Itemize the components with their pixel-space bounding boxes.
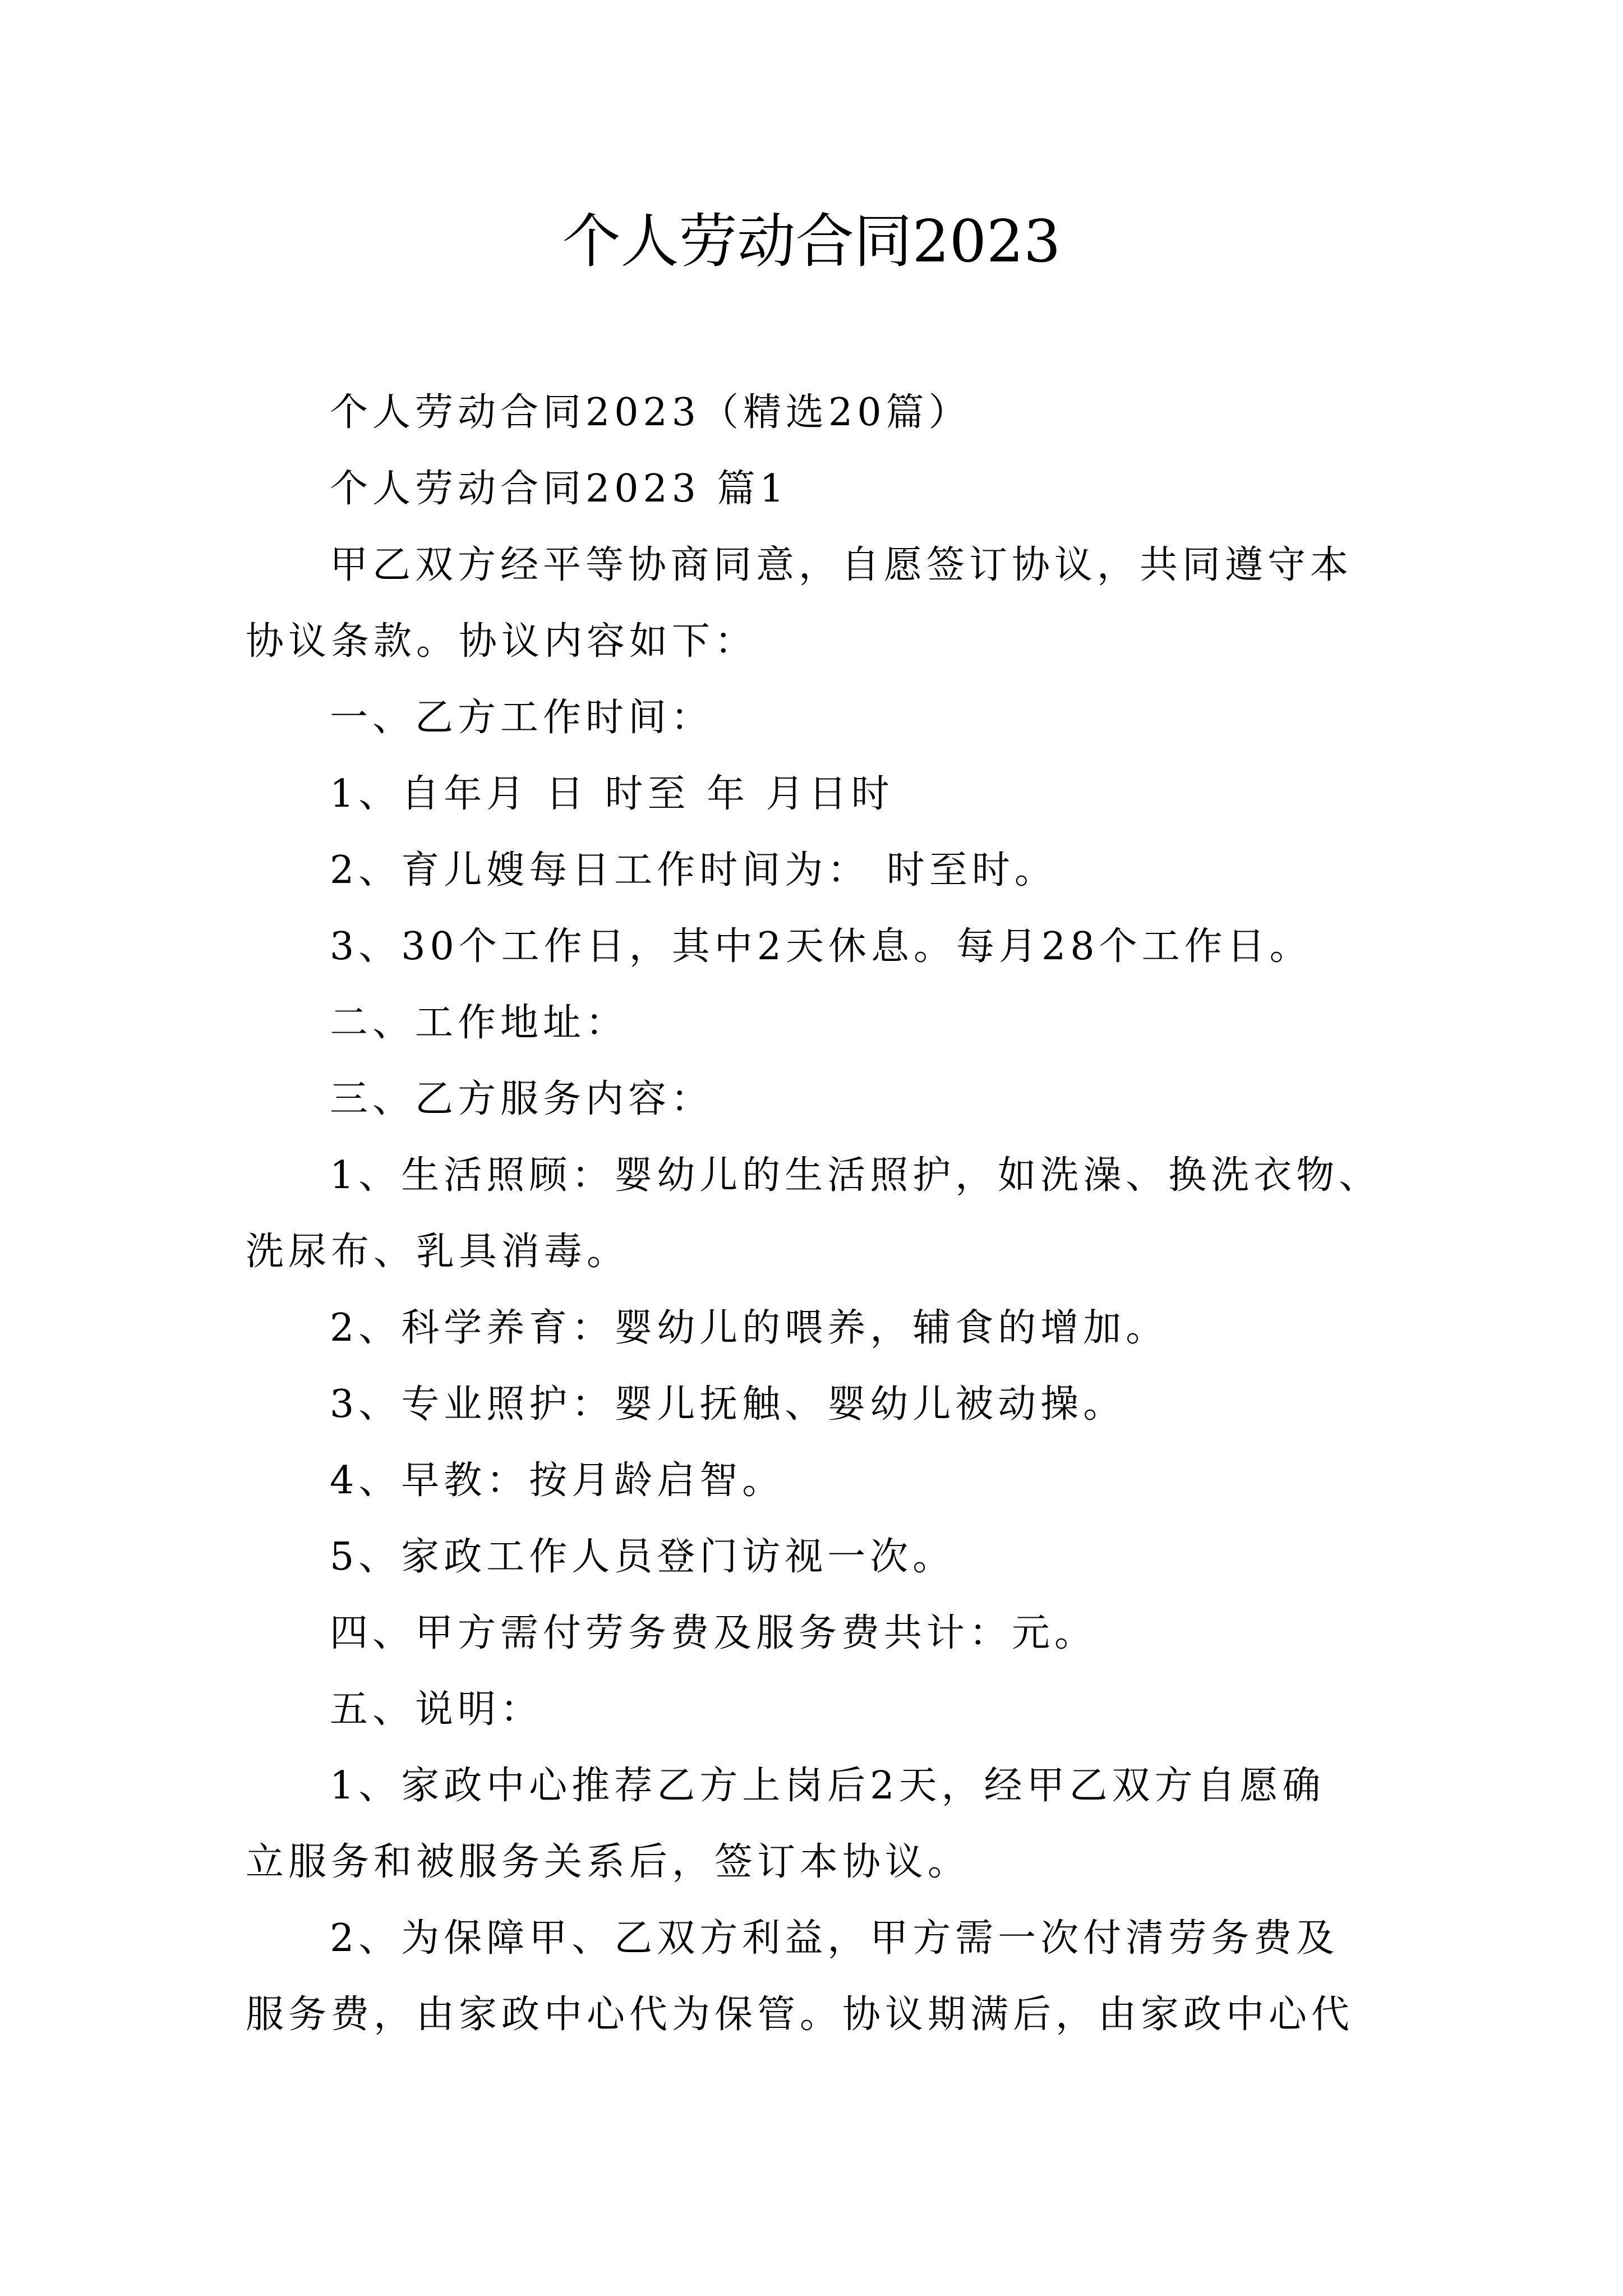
text-line: 1、生活照顾：婴幼儿的生活照护，如洗澡、换洗衣物、: [330, 1153, 1382, 1198]
text-line: 1、家政中心推荐乙方上岗后2天，经甲乙双方自愿确: [330, 1764, 1325, 1808]
text-line: 甲乙双方经平等协商同意，自愿签订协议，共同遵守本: [330, 543, 1353, 587]
text-line: 二、工作地址：: [330, 1001, 629, 1045]
paragraph-clause: [246, 909, 1384, 985]
paragraph-clause: [246, 1443, 1384, 1519]
text-line: 协议条款。协议内容如下：: [246, 619, 758, 664]
paragraph-clause: [246, 832, 1384, 909]
text-line: 一、乙方工作时间：: [330, 696, 714, 740]
text-line: 洗尿布、乳具消毒。: [246, 1230, 630, 1274]
text-line: 3、30个工作日，其中2天休息。每月28个工作日。: [330, 924, 1312, 969]
paragraph-clause: [246, 1901, 1384, 2053]
paragraph-clause: [246, 1290, 1384, 1366]
text-line: 2、为保障甲、乙双方利益，甲方需一次付清劳务费及: [330, 1916, 1339, 1961]
paragraph-clause: [246, 1595, 1384, 1672]
text-line: 五、说明：: [330, 1687, 543, 1732]
paragraph-clause: [246, 1748, 1384, 1901]
text-line: 3、专业照护：婴儿抚触、婴幼儿被动操。: [330, 1382, 1126, 1427]
paragraph-subtitle: [246, 375, 1384, 451]
text-line: 四、甲方需付劳务费及服务费共计：元。: [330, 1611, 1098, 1655]
document-body: [246, 375, 1384, 2053]
text-line: 三、乙方服务内容：: [330, 1077, 714, 1121]
paragraph-clause: [246, 1672, 1384, 1748]
paragraph-section-heading: [246, 451, 1384, 527]
text-line: 个人劳动合同2023 篇1: [330, 467, 789, 511]
document-title: 个人劳动合同2023: [562, 207, 1061, 275]
text-line: 2、育儿嫂每日工作时间为： 时至时。: [330, 848, 1057, 892]
text-line: 5、家政工作人员登门访视一次。: [330, 1535, 956, 1579]
paragraph-clause: [246, 1138, 1384, 1290]
text-line: 1、自年月 日 时至 年 月日时: [330, 772, 894, 816]
text-line: 立服务和被服务关系后，签订本协议。: [246, 1840, 971, 1884]
text-line: 2、科学养育：婴幼儿的喂养，辅食的增加。: [330, 1306, 1169, 1350]
text-line: 4、早教：按月龄启智。: [330, 1458, 785, 1503]
text-line: 服务费，由家政中心代为保管。协议期满后，由家政中心代: [246, 1993, 1354, 2037]
paragraph-clause: [246, 680, 1384, 756]
text-line: 个人劳动合同2023（精选20篇）: [330, 390, 971, 435]
paragraph-clause: [246, 1519, 1384, 1595]
paragraph-clause: [246, 756, 1384, 832]
paragraph-intro: [246, 527, 1384, 680]
paragraph-clause: [246, 1061, 1384, 1138]
paragraph-clause: [246, 1366, 1384, 1443]
paragraph-clause: [246, 985, 1384, 1061]
